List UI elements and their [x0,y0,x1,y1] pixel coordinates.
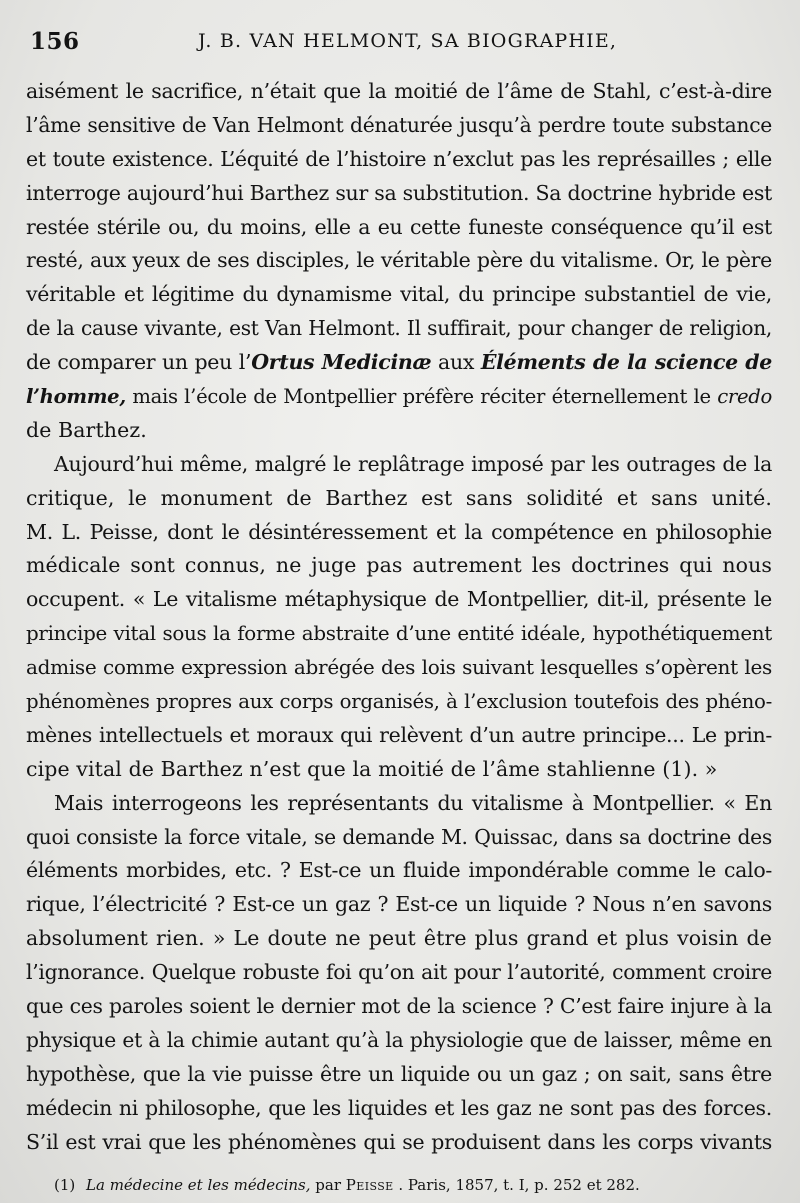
text-segment: de Barthez. [26,417,147,442]
text-line [26,143,772,177]
text-line [26,583,772,617]
text-segment: l’âme sensitive de Van Helmont dénaturée jusqu’à perdre toute substance [26,112,772,137]
emphasis-text: l’homme, [26,385,126,409]
text-segment: phénomènes propres aux corps organisés, à l’exclusion toutefois des phéno- [26,690,772,714]
body-text [26,75,772,1160]
text-line [26,753,772,787]
text-segment: hypothèse, que la vie puisse être un liquide ou un gaz ; on sait, sans être [26,1061,772,1086]
text-line [26,821,772,855]
footnote-author: Peisse [345,1176,394,1194]
text-segment: mais l’école de Montpellier préfère réciter éternellement le [125,385,718,409]
text-segment: critique, le monument de Barthez est sans solidité et sans unité. [26,485,772,510]
text-segment: S’il est vrai que les phénomènes qui se produisent dans les corps vivants [26,1129,772,1154]
text-line [26,617,772,651]
text-segment: absolument rien. » Le doute ne peut être plus grand et plus voisin de [26,926,772,951]
text-line [26,177,772,211]
text-line [26,346,772,380]
text-segment: l’ignorance. Quelque robuste foi qu’on ait pour l’autorité, comment croire [26,960,772,985]
text-line [26,1024,772,1058]
text-segment: M. L. Peisse, dont le désintéressement et la compétence en philosophie [26,519,772,544]
text-line [26,787,772,821]
text-segment: mènes intellectuels et moraux qui relèvent d’un autre principe... Le prin- [26,722,772,747]
text-segment: de comparer un peu l’ [26,350,252,375]
text-segment: éléments morbides, etc. ? Est-ce un fluide impondérable comme le calo- [26,858,772,883]
text-line [26,549,772,583]
text-line [26,888,772,922]
text-segment: cipe vital de Barthez n’est que la moitié de l’âme stahlienne (1). » [26,756,718,781]
text-line [26,278,772,312]
emphasis-text: Éléments de la science de [480,350,773,375]
text-segment: aisément le sacrifice, n’était que la moitié de l’âme de Stahl, c’est-à-dire [26,79,772,103]
text-segment: de la cause vivante, est Van Helmont. Il suffirait, pour changer de religion, [26,316,772,341]
text-line [26,482,772,516]
text-line [26,854,772,888]
page-number: 156 [30,28,80,55]
text-line [26,922,772,956]
text-line [26,75,772,109]
footnote-marker: (1) [54,1176,76,1194]
running-title: J. B. VAN HELMONT, SA BIOGRAPHIE, [198,30,618,52]
text-line [26,1092,772,1126]
text-line [26,244,772,278]
text-segment: rique, l’électricité ? Est-ce un gaz ? Est-ce un liquide ? Nous n’en savons [26,892,772,917]
footnote [54,1176,640,1194]
text-segment: Aujourd’hui même, malgré le replâtrage imposé par les outrages de la [54,451,772,476]
text-line [26,312,772,346]
text-line [26,956,772,990]
text-line [26,1058,772,1092]
footnote-rest: . Paris, 1857, t. I, p. 252 et 282. [398,1176,640,1194]
text-segment: physique et à la chimie autant qu’à la physiologie que de laisser, même en [26,1027,772,1052]
text-line [26,109,772,143]
emphasis-text: Ortus Medicinæ [251,350,432,375]
text-segment: aux [431,350,481,375]
text-segment: que ces paroles soient le dernier mot de la science ? C’est faire injure à la [26,994,772,1019]
footnote-title: La médecine et les médecins, [86,1176,311,1194]
text-segment: véritable et légitime du dynamisme vital, du principe substantiel de vie, [26,282,772,307]
text-line [26,211,772,245]
text-line [26,719,772,753]
footnote-by: par [315,1176,346,1194]
text-line [26,990,772,1024]
text-segment: interroge aujourd’hui Barthez sur sa substitution. Sa doctrine hybride est [26,180,772,205]
text-segment: Mais interrogeons les représentants du vitalisme à Montpellier. « En [54,790,772,815]
text-segment: admise comme expression abrégée des lois suivant lesquelles s’opèrent les [26,655,772,680]
text-segment: resté, aux yeux de ses disciples, le véritable père du vitalisme. Or, le père [26,248,772,273]
emphasis-text: credo [717,385,772,409]
text-line [26,448,772,482]
text-segment: occupent. « Le vitalisme métaphysique de Montpellier, dit-il, présente le [26,587,772,612]
text-segment: et toute existence. L’équité de l’histoire n’exclut pas les représailles ; elle [26,146,772,171]
text-segment: quoi consiste la force vitale, se demande M. Quissac, dans sa doctrine des [26,824,772,849]
text-line [26,685,772,719]
running-head [30,28,770,58]
text-line [26,1126,772,1160]
text-segment: médecin ni philosophe, que les liquides et les gaz ne sont pas des forces. [26,1095,772,1120]
text-segment: restée stérile ou, du moins, elle a eu cette funeste conséquence qu’il est [26,214,772,239]
text-segment: principe vital sous la forme abstraite d’une entité idéale, hypothétiquement [26,622,772,646]
text-line [26,516,772,550]
text-line [26,414,772,448]
text-line [26,651,772,685]
text-line [26,380,772,414]
text-segment: médicale sont connus, ne juge pas autrement les doctrines qui nous [26,553,772,578]
